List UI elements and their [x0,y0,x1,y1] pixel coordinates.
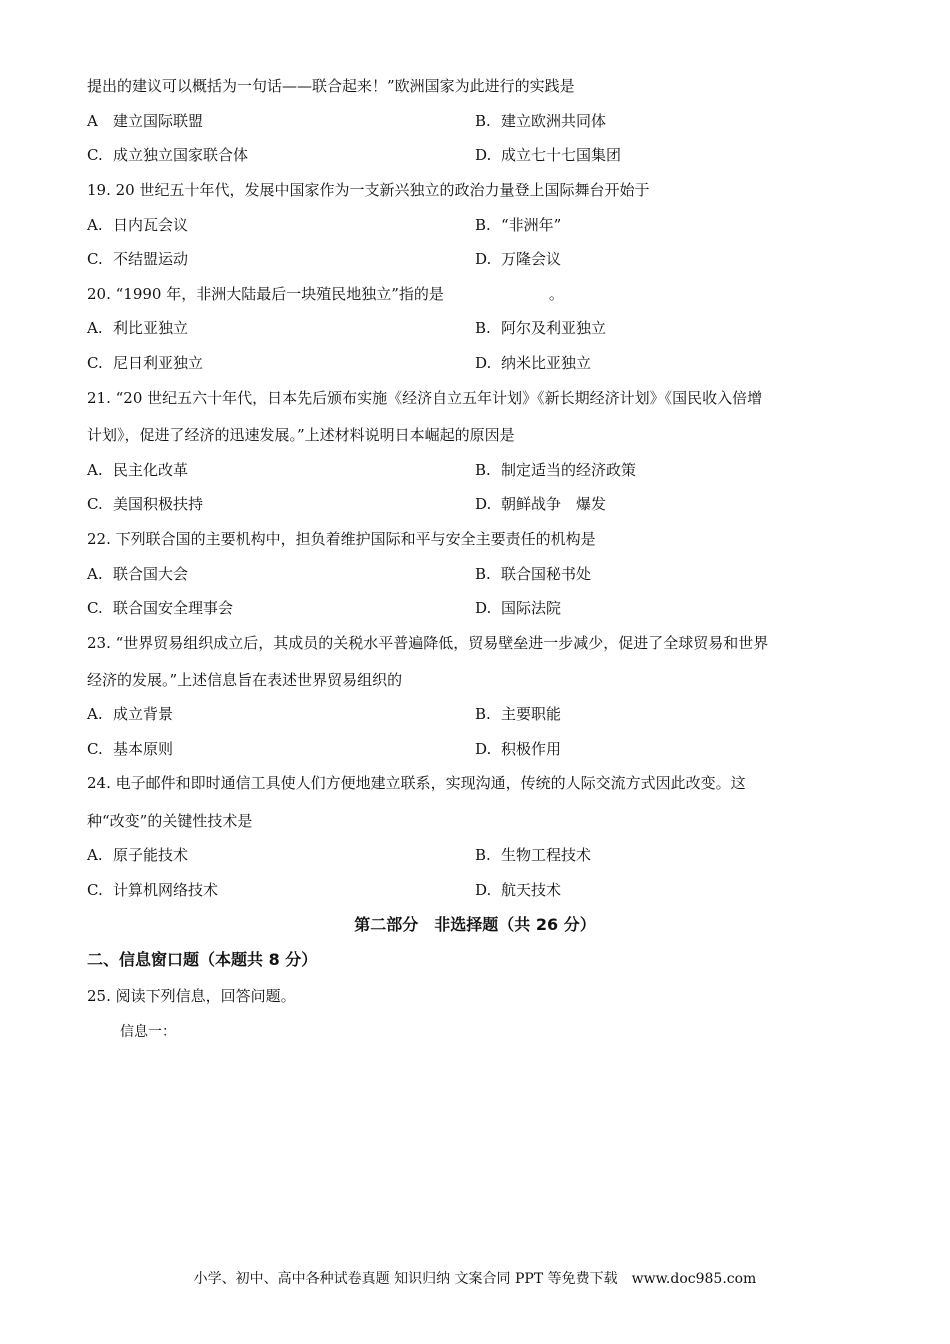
option-letter: A. [87,846,103,864]
question-24-option-c [87,880,218,900]
question-22-option-b [475,564,591,584]
info-one-label: 信息一： [120,1024,176,1040]
question-22-option-c [87,598,233,618]
option-letter: D. [475,146,492,164]
option-text: 联合国安全理事会 [113,599,234,617]
option-text: 万隆会议 [501,250,562,268]
question-24-option-d [475,880,561,900]
option-letter: A. [87,705,103,723]
question-20-option-a [87,318,188,338]
question-18-option-c [87,145,248,165]
option-letter: A [87,112,98,130]
option-text: 利比亚独立 [113,319,189,337]
option-text: 建立国际联盟 [113,112,204,130]
option-letter: D. [475,881,492,899]
question-23-stem-line-1: 23. “世界贸易组织成立后，其成员的关税水平普遍降低，贸易壁垒进一步减少，促进了全球贸易和世界 [87,634,769,652]
option-letter: C. [87,146,103,164]
question-18-stem: 提出的建议可以概括为一句话——联合起来！”欧洲国家为此进行的实践是 [87,77,575,95]
option-text: 民主化改革 [113,461,189,479]
question-24-option-a [87,845,188,865]
option-letter: C. [87,881,103,899]
question-19-option-b [475,215,561,235]
question-21-option-b [475,460,636,480]
option-text: 成立背景 [113,705,174,723]
option-letter: D. [475,250,492,268]
option-text: 航天技术 [501,881,562,899]
option-letter: C. [87,599,103,617]
question-24-option-b [475,845,591,865]
question-21-option-a [87,460,188,480]
question-20-option-d [475,353,591,373]
option-text: 原子能技术 [113,846,189,864]
option-letter: B. [475,846,491,864]
option-text: 成立七十七国集团 [501,146,622,164]
option-text: 主要职能 [501,705,562,723]
option-text: 建立欧洲共同体 [501,112,607,130]
question-22-stem: 22. 下列联合国的主要机构中，担负着维护国际和平与安全主要责任的机构是 [87,530,596,548]
option-text: 朝鲜战争 爆发 [501,495,607,513]
question-18-option-d [475,145,621,165]
option-text: 不结盟运动 [113,250,189,268]
option-letter: B. [475,705,491,723]
question-20-stem: 20. “1990 年，非洲大陆最后一块殖民地独立”指的是 。 [87,285,564,303]
section-two-title: 第二部分 非选择题（共 26 分） [354,915,596,934]
option-letter: B. [475,461,491,479]
question-23-option-b [475,704,561,724]
option-text: 基本原则 [113,740,174,758]
question-25-stem: 25. 阅读下列信息，回答问题。 [87,987,296,1005]
option-text: 美国积极扶持 [113,495,204,513]
question-22-option-d [475,598,561,618]
option-text: 联合国大会 [113,565,189,583]
question-19-option-a [87,215,188,235]
question-23-option-a [87,704,173,724]
option-letter: A. [87,319,103,337]
option-letter: C. [87,354,103,372]
option-text: 成立独立国家联合体 [113,146,249,164]
question-20-option-c [87,353,203,373]
question-19-stem: 19. 20 世纪五十年代，发展中国家作为一支新兴独立的政治力量登上国际舞台开始于 [87,181,650,199]
option-letter: B. [475,565,491,583]
option-letter: D. [475,354,492,372]
option-text: 阿尔及利亚独立 [501,319,607,337]
question-21-option-c [87,494,203,514]
question-18-option-a [87,111,203,131]
option-letter: B. [475,319,491,337]
option-text: 尼日利亚独立 [113,354,204,372]
question-24-stem-line-2: 种“改变”的关键性技术是 [87,812,253,830]
option-letter: C. [87,740,103,758]
option-text: “非洲年” [501,216,562,234]
option-letter: D. [475,740,492,758]
option-text: 日内瓦会议 [113,216,189,234]
option-text: 积极作用 [501,740,562,758]
option-letter: D. [475,599,492,617]
question-18-option-b [475,111,606,131]
option-letter: A. [87,461,103,479]
question-19-option-c [87,249,188,269]
option-letter: C. [87,495,103,513]
question-23-option-d [475,739,561,759]
part-two-title: 二、信息窗口题（本题共 8 分） [87,950,318,969]
option-text: 制定适当的经济政策 [501,461,637,479]
option-letter: B. [475,216,491,234]
page-footer: 小学、初中、高中各种试卷真题 知识归纳 文案合同 PPT 等免费下载 www.doc985.com [193,1271,757,1287]
option-text: 计算机网络技术 [113,881,219,899]
question-24-stem-line-1: 24. 电子邮件和即时通信工具使人们方便地建立联系，实现沟通，传统的人际交流方式因此改变。这 [87,774,746,792]
option-letter: A. [87,216,103,234]
question-21-stem-line-2: 计划》，促进了经济的迅速发展。”上述材料说明日本崛起的原因是 [87,426,515,444]
question-23-option-c [87,739,173,759]
option-letter: A. [87,565,103,583]
question-21-stem-line-1: 21. “20 世纪五六十年代，日本先后颁布实施《经济自立五年计划》《新长期经济计划》《国民收入倍增 [87,389,763,407]
option-text: 国际法院 [501,599,562,617]
option-text: 生物工程技术 [501,846,592,864]
question-19-option-d [475,249,561,269]
question-20-option-b [475,318,606,338]
option-letter: C. [87,250,103,268]
question-21-option-d [475,494,606,514]
option-letter: B. [475,112,491,130]
option-text: 联合国秘书处 [501,565,592,583]
option-letter: D. [475,495,492,513]
option-text: 纳米比亚独立 [501,354,592,372]
question-23-stem-line-2: 经济的发展。”上述信息旨在表述世界贸易组织的 [87,671,403,689]
question-22-option-a [87,564,188,584]
